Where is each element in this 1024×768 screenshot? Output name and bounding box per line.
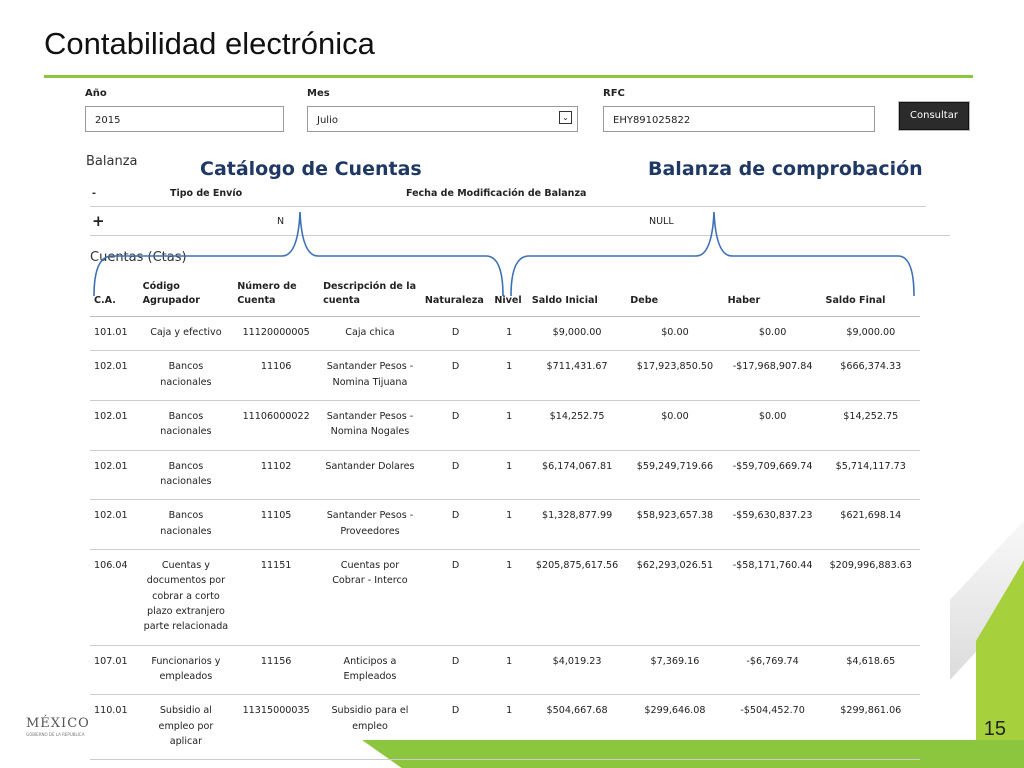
cell-codigo: Funcionarios y empleados <box>139 645 234 695</box>
cell-saldo-final: $299,861.06 <box>822 695 920 760</box>
col-header-codigo: Código Agrupador <box>139 276 234 316</box>
cell-saldo-final: $666,374.33 <box>822 351 920 401</box>
cell-nivel: 1 <box>490 695 528 760</box>
cell-saldo-inicial: $1,328,877.99 <box>528 500 626 550</box>
cell-haber: -$504,452.70 <box>724 695 822 760</box>
cell-naturaleza: D <box>421 500 490 550</box>
cell-ca: 102.01 <box>90 500 139 550</box>
tipo-envio-header: Tipo de Envío <box>170 188 243 199</box>
cell-descripcion: Anticipos a Empleados <box>319 645 421 695</box>
fecha-modificacion-header: Fecha de Modificación de Balanza <box>406 188 587 199</box>
cell-ca: 102.01 <box>90 351 139 401</box>
cell-nivel: 1 <box>490 645 528 695</box>
cell-haber: -$6,769.74 <box>724 645 822 695</box>
cell-numero: 11102 <box>233 450 319 500</box>
cell-nivel: 1 <box>490 400 528 450</box>
collapse-icon[interactable]: - <box>92 188 96 199</box>
mes-label: Mes <box>307 88 330 99</box>
cell-ca: 106.04 <box>90 549 139 645</box>
cell-debe: $7,369.16 <box>626 645 723 695</box>
cell-nivel: 1 <box>490 351 528 401</box>
cell-saldo-inicial: $711,431.67 <box>528 351 626 401</box>
cell-haber: -$58,171,760.44 <box>724 549 822 645</box>
cell-haber: -$17,968,907.84 <box>724 351 822 401</box>
cell-debe: $62,293,026.51 <box>626 549 723 645</box>
table-row <box>90 316 920 350</box>
anio-label: Año <box>85 88 107 99</box>
table-row <box>90 695 920 760</box>
cell-debe: $299,646.08 <box>626 695 723 760</box>
cell-naturaleza: D <box>421 400 490 450</box>
catalogo-callout: Catálogo de Cuentas <box>200 158 422 180</box>
cell-numero: 11106 <box>233 351 319 401</box>
mes-value: Julio <box>317 115 338 126</box>
cell-codigo: Bancos nacionales <box>139 450 234 500</box>
balanza-label: Balanza <box>86 154 138 169</box>
page-number: 15 <box>983 718 1006 740</box>
cell-debe: $17,923,850.50 <box>626 351 723 401</box>
col-header-numero: Número de Cuenta <box>233 276 319 316</box>
cell-numero: 11120000005 <box>233 316 319 350</box>
cell-numero: 11106000022 <box>233 400 319 450</box>
cell-descripcion: Subsidio para el empleo <box>319 695 421 760</box>
col-header-debe: Debe <box>626 276 723 316</box>
expand-icon[interactable]: + <box>92 212 105 230</box>
cell-saldo-inicial: $9,000.00 <box>528 316 626 350</box>
cell-haber: -$59,709,669.74 <box>724 450 822 500</box>
cell-descripcion: Santander Pesos - Proveedores <box>319 500 421 550</box>
cell-naturaleza: D <box>421 450 490 500</box>
rfc-value: EHY891025822 <box>613 115 691 126</box>
cell-debe: $0.00 <box>626 316 723 350</box>
cuentas-table <box>90 276 920 760</box>
col-header-naturaleza: Naturaleza <box>421 276 490 316</box>
cell-nivel: 1 <box>490 549 528 645</box>
anio-value: 2015 <box>95 115 121 126</box>
mexico-logo-subtitle: GOBIERNO DE LA REPÚBLICA <box>26 732 85 737</box>
rfc-label: RFC <box>603 88 625 99</box>
cell-codigo: Bancos nacionales <box>139 400 234 450</box>
consultar-button[interactable]: Consultar <box>899 102 969 130</box>
cell-debe: $59,249,719.66 <box>626 450 723 500</box>
col-header-ca: C.A. <box>90 276 139 316</box>
cell-nivel: 1 <box>490 500 528 550</box>
cell-haber: $0.00 <box>724 316 822 350</box>
balanza-callout: Balanza de comprobación <box>648 158 923 180</box>
col-header-saldo-final: Saldo Final <box>822 276 920 316</box>
cell-saldo-final: $621,698.14 <box>822 500 920 550</box>
cell-numero: 11105 <box>233 500 319 550</box>
cell-ca: 110.01 <box>90 695 139 760</box>
cell-ca: 101.01 <box>90 316 139 350</box>
tipo-envio-value: N <box>277 216 285 227</box>
mexico-logo: MÉXICO <box>26 716 90 731</box>
cell-saldo-final: $14,252.75 <box>822 400 920 450</box>
slide-title: Contabilidad electrónica <box>44 26 375 61</box>
col-header-nivel: Nivel <box>490 276 528 316</box>
cell-codigo: Cuentas y documentos por cobrar a corto plazo extranjero parte relacionada <box>139 549 234 645</box>
cell-debe: $0.00 <box>626 400 723 450</box>
cell-saldo-inicial: $4,019.23 <box>528 645 626 695</box>
chevron-down-icon[interactable]: ⌄ <box>559 111 572 124</box>
table-row <box>90 549 920 645</box>
cell-naturaleza: D <box>421 549 490 645</box>
table-header-row <box>90 276 920 316</box>
cell-numero: 11151 <box>233 549 319 645</box>
cell-saldo-final: $9,000.00 <box>822 316 920 350</box>
cell-naturaleza: D <box>421 316 490 350</box>
cell-ca: 102.01 <box>90 450 139 500</box>
col-header-descripcion: Descripción de la cuenta <box>319 276 421 316</box>
cell-descripcion: Cuentas por Cobrar - Interco <box>319 549 421 645</box>
cell-ca: 107.01 <box>90 645 139 695</box>
fecha-modificacion-value: NULL <box>649 216 674 227</box>
cell-naturaleza: D <box>421 351 490 401</box>
cell-descripcion: Caja chica <box>319 316 421 350</box>
cell-codigo: Subsidio al empleo por aplicar <box>139 695 234 760</box>
table-row <box>90 500 920 550</box>
cell-numero: 11315000035 <box>233 695 319 760</box>
cell-codigo: Caja y efectivo <box>139 316 234 350</box>
cell-codigo: Bancos nacionales <box>139 500 234 550</box>
cell-naturaleza: D <box>421 645 490 695</box>
cell-nivel: 1 <box>490 450 528 500</box>
cell-nivel: 1 <box>490 316 528 350</box>
cuentas-label: Cuentas (Ctas) <box>90 250 187 265</box>
table-row <box>90 645 920 695</box>
cell-descripcion: Santander Pesos - Nomina Tijuana <box>319 351 421 401</box>
cell-haber: $0.00 <box>724 400 822 450</box>
cell-saldo-final: $4,618.65 <box>822 645 920 695</box>
cell-saldo-inicial: $504,667.68 <box>528 695 626 760</box>
cell-numero: 11156 <box>233 645 319 695</box>
cell-saldo-inicial: $6,174,067.81 <box>528 450 626 500</box>
cell-codigo: Bancos nacionales <box>139 351 234 401</box>
cell-saldo-final: $5,714,117.73 <box>822 450 920 500</box>
cell-saldo-inicial: $205,875,617.56 <box>528 549 626 645</box>
cell-ca: 102.01 <box>90 400 139 450</box>
col-header-haber: Haber <box>724 276 822 316</box>
cell-descripcion: Santander Pesos - Nomina Nogales <box>319 400 421 450</box>
table-row <box>90 400 920 450</box>
col-header-saldo-inicial: Saldo Inicial <box>528 276 626 316</box>
cell-haber: -$59,630,837.23 <box>724 500 822 550</box>
cell-naturaleza: D <box>421 695 490 760</box>
cell-debe: $58,923,657.38 <box>626 500 723 550</box>
table-row <box>90 450 920 500</box>
cell-saldo-inicial: $14,252.75 <box>528 400 626 450</box>
cell-saldo-final: $209,996,883.63 <box>822 549 920 645</box>
table-row <box>90 351 920 401</box>
cell-descripcion: Santander Dolares <box>319 450 421 500</box>
